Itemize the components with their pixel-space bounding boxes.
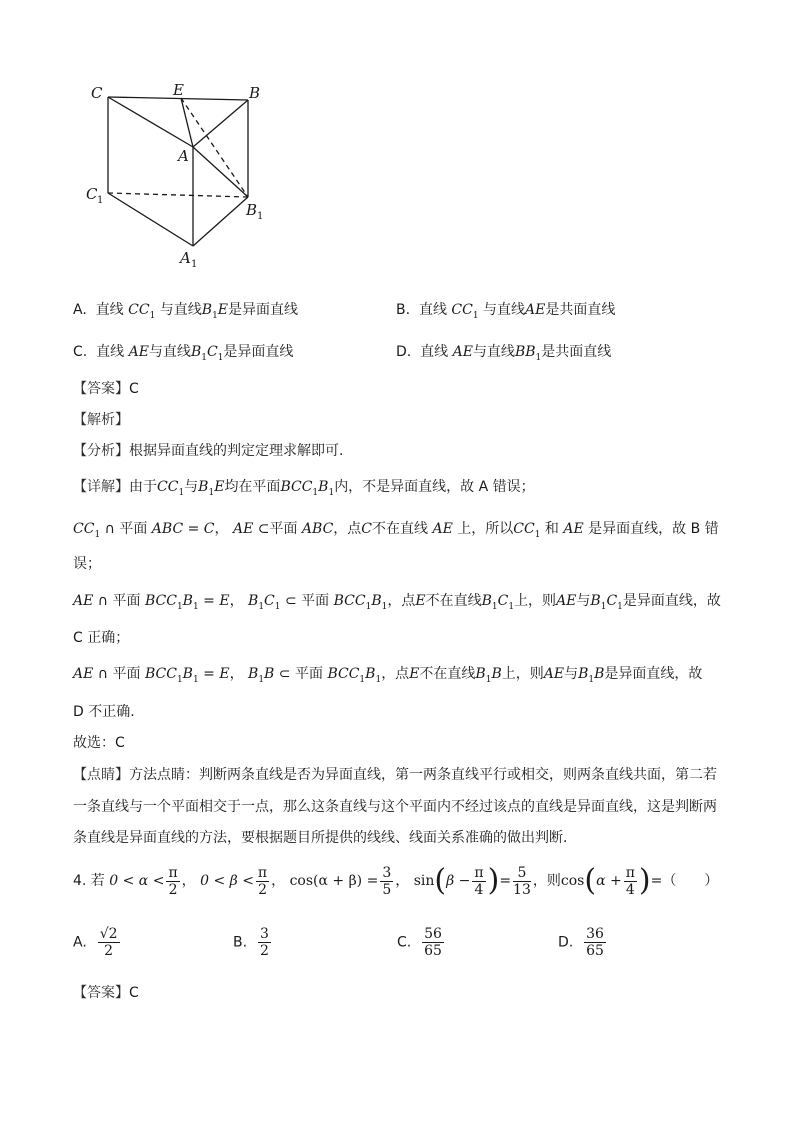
label-A1-sub: 1 [191, 259, 198, 270]
prism-figure [80, 78, 280, 273]
fenxi-line: 【分析】根据异面直线的判定定理求解即可. [73, 443, 344, 459]
guxuan-line: 故选：C [73, 735, 125, 751]
edge-EA [181, 98, 193, 147]
edge-EB1-hidden [181, 98, 248, 197]
label-A1: A [180, 249, 191, 267]
xiangjie-line-4b: D 不正确. [73, 704, 135, 720]
edge-C1A1 [108, 193, 193, 246]
label-C1-sub: 1 [97, 195, 104, 206]
option-c[interactable]: C. 直线 AE与直线$B_1C_1$是异面直线 [73, 344, 294, 363]
label-C: C [91, 84, 103, 102]
xiangjie-line-3b: C 正确； [73, 630, 130, 646]
q4-option-d[interactable]: D. $\frac{36}{65}$ [558, 926, 604, 959]
option-a[interactable]: A. 直线 $CC_1$ 与直线$B_1E$是异面直线 [73, 302, 299, 321]
q4-option-c[interactable]: C. $\frac{56}{65}$ [397, 926, 442, 959]
edge-C1B1-hidden [108, 193, 248, 197]
edge-CA [108, 97, 193, 147]
xiangjie-line-3: AE ∩ 平面 $BCC_1B_1 = E$， $B_1C_1$ ⊂ 平面 $BCC_1B_1$，点E不在直线$B_1C_1$上，则AE与$B_1C_1$是异面直线，故 [73, 593, 721, 612]
dianjing-line-1: 【点睛】方法点睛：判断两条直线是否为异面直线，第一两条直线平行或相交，则两条直线共面，第二若 [73, 767, 717, 783]
xiangjie-line-4: AE ∩ 平面 $BCC_1B_1 = E$， $B_1B$ ⊂ 平面 $BCC_1B_1$，点E不在直线$B_1B$上，则AE与$B_1B$是异面直线，故 [73, 666, 703, 685]
option-b[interactable]: B. 直线 $CC_1$ 与直线AE是共面直线 [396, 302, 616, 321]
edge-AB1 [193, 147, 248, 197]
xiangjie-line-2: $CC_1$ ∩ 平面 ABC = C， AE ⊂平面 ABC，点C不在直线 AE 上，所以$CC_1$ 和 AE 是异面直线，故 B 错 [73, 521, 719, 540]
question-4-stem: 4. 若 0 < α < $\frac{\pi}{2}$ ， 0 < β < $\frac{\pi}{2}$ ， cos(α + β) = $\frac{3}{5}$ ， sin(β − $\frac{\pi}{4}$ )= $\frac{5}{13}$ ，则cos(α + $\frac{\pi}{4}$ )=（ ） [73, 863, 719, 898]
label-B: B [249, 84, 261, 102]
dianjing-line-3: 条直线是异面直线的方法，要根据题目所提供的线线、线面关系准确的做出判断. [73, 830, 568, 846]
q4-option-a[interactable]: A. $\frac{√2}{2}$ [73, 926, 118, 959]
option-d[interactable]: D. 直线 AE与直线$BB_1$是共面直线 [396, 344, 612, 363]
edge-AB [193, 100, 248, 147]
label-B1: B [246, 201, 258, 219]
xiangjie-line-1: 【详解】由于$CC_1$与$B_1E$均在平面$BCC_1B_1$内，不是异面直线，故 A 错误； [73, 479, 535, 498]
dianjing-line-2: 一条直线与一个平面相交于一点，那么这条直线与这个平面内不经过该点的直线是异面直线，这是判断两 [73, 799, 717, 815]
label-B1-sub: 1 [257, 211, 264, 222]
edge-A1B1 [193, 197, 248, 246]
label-C1: C [86, 185, 98, 203]
xiangjie-line-2b: 误； [73, 556, 101, 572]
q4-answer-line: 【答案】C [73, 985, 139, 1001]
label-E: E [173, 81, 184, 99]
jiexi-tag: 【解析】 [73, 412, 129, 428]
label-A: A [178, 147, 189, 165]
answer-line: 【答案】C [73, 381, 139, 397]
q4-option-b[interactable]: B. $\frac{3}{2}$ [233, 926, 269, 959]
